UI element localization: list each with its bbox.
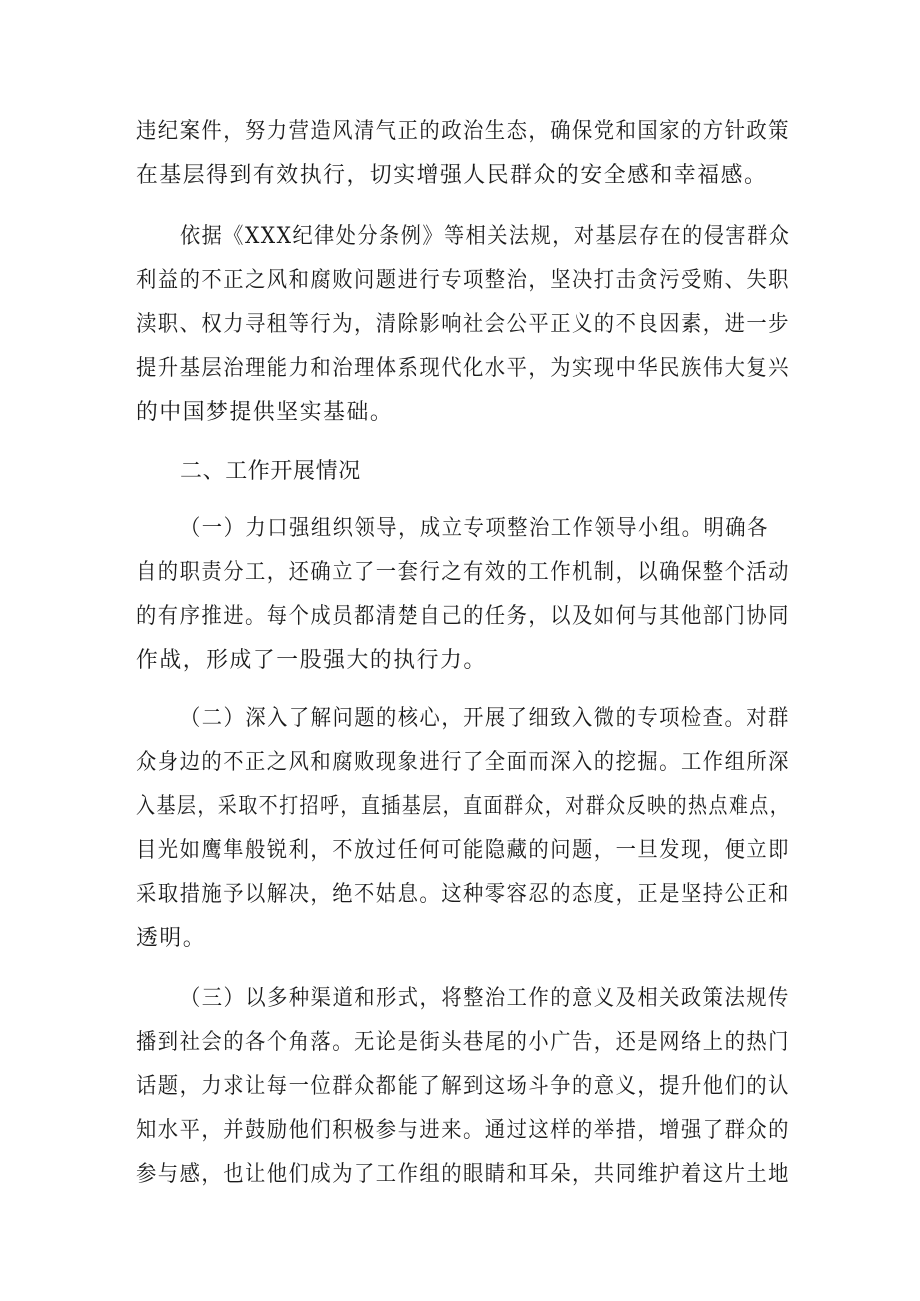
text-line: 入基层，采取不打招呼，直插基层，直面群众，对群众反映的热点难点，: [136, 794, 791, 819]
text-line: 的有序推进。每个成员都清楚自己的任务，以及如何与其他部门协同: [136, 604, 790, 629]
text-line: （二）深入了解问题的核心，开展了细致入微的专项检查。对群: [180, 706, 790, 731]
text-line: 提升基层治理能力和治理体系现代化水平，为实现中华民族伟大复兴: [136, 356, 790, 381]
text-line: （三）以多种渠道和形式，将整治工作的意义及相关政策法规传: [180, 986, 790, 1011]
text-line: 在基层得到有效执行，切实增强人民群众的安全感和幸福感。: [136, 163, 768, 188]
text-line: 渎职、权力寻租等行为，清除影响社会公平正义的不良因素，进一步: [136, 312, 790, 337]
text-line: 播到社会的各个角落。无论是街头巷尾的小广告，还是网络上的热门: [136, 1030, 790, 1055]
text-line: 自的职责分工，还确立了一套行之有效的工作机制，以确保整个活动: [136, 560, 790, 585]
text-line: 目光如鹰隼般锐利，不放过任何可能隐藏的问题，一旦发现，便立即: [136, 838, 790, 863]
text-line: 众身边的不正之风和腐败现象进行了全面而深入的挖掘。工作组所深: [136, 750, 790, 775]
text-line: 采取措施予以解决，绝不姑息。这种零容忍的态度，正是坚持公正和: [136, 882, 790, 907]
section-heading: 二、工作开展情况: [180, 459, 361, 484]
text-line: 参与感，也让他们成为了工作组的眼睛和耳朵，共同维护着这片土地: [136, 1162, 790, 1187]
text-line: 依据《XXX纪律处分条例》等相关法规，对基层存在的侵害群众: [180, 224, 791, 249]
text-line: 作战，形成了一股强大的执行力。: [136, 648, 487, 673]
text-line: 知水平，并鼓励他们积极参与进来。通过这样的举措，增强了群众的: [136, 1118, 790, 1143]
text-line: 的中国梦提供坚实基础。: [136, 400, 394, 425]
text-line: （一）力口强组织领导，成立专项整治工作领导小组。明确各: [180, 516, 769, 541]
text-line: 利益的不正之风和腐败问题进行专项整治，坚决打击贪污受贿、失职: [136, 268, 790, 293]
text-line: 透明。: [136, 926, 207, 951]
text-line: 话题，力求让每一位群众都能了解到这场斗争的意义，提升他们的认: [136, 1074, 790, 1099]
text-line: 违纪案件，努力营造风清气正的政治生态，确保党和国家的方针政策: [136, 119, 790, 144]
